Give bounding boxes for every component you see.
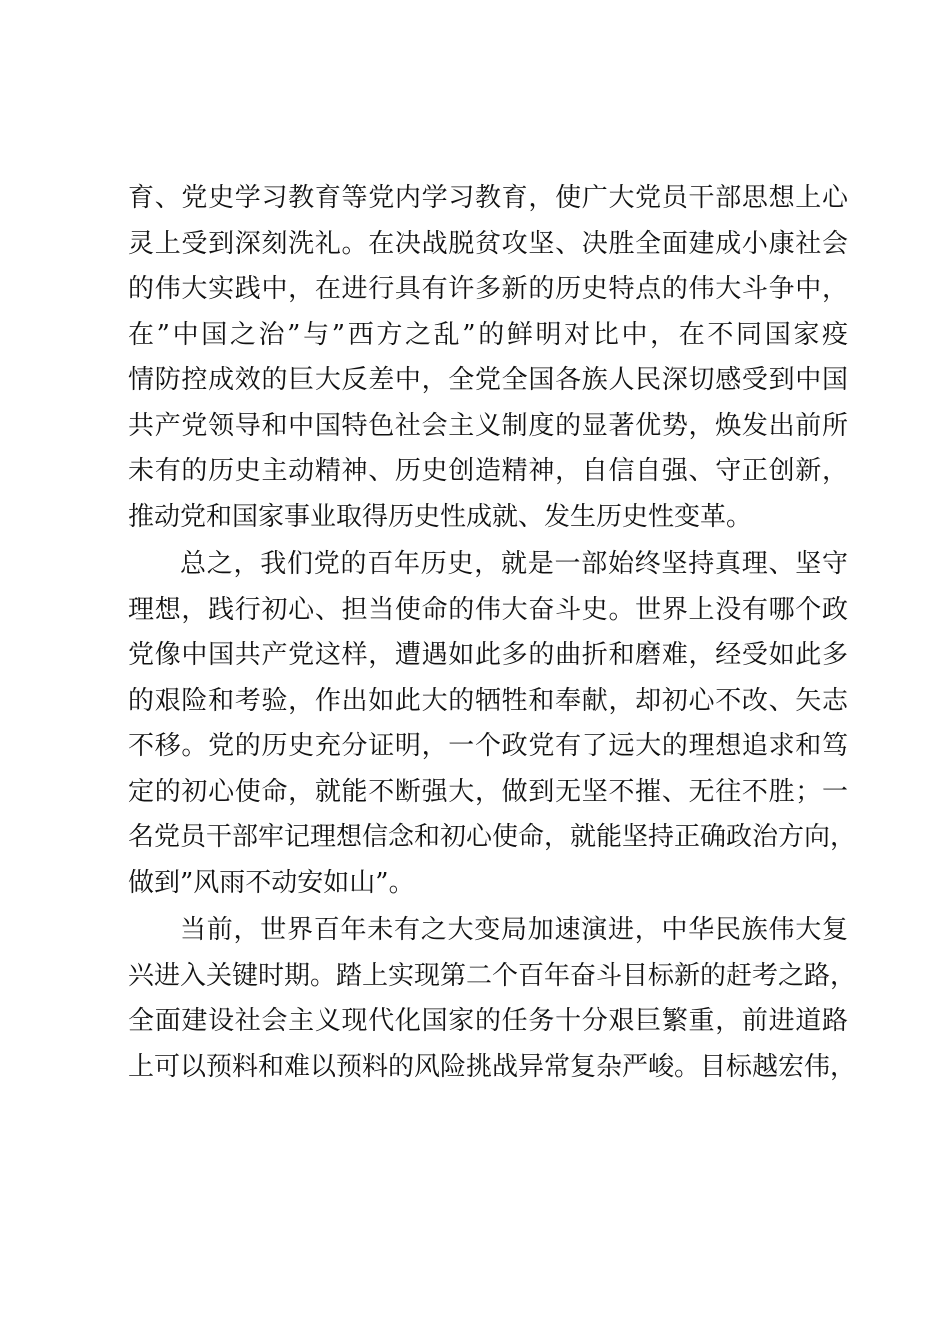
text-line: 的艰险和考验，作出如此大的牺牲和奉献，却初心不改、矢志 [128, 685, 848, 716]
paragraph-3 [128, 908, 857, 1090]
text-line: 情防控成效的巨大反差中，全党全国各族人民深切感受到中国 [128, 365, 848, 395]
text-line: 总之，我们党的百年历史，就是一部始终坚持真理、坚守 [180, 549, 848, 579]
text-line: 定的初心使命，就能不断强大，做到无坚不摧、无往不胜；一 [128, 776, 848, 807]
text-line: 共产党领导和中国特色社会主义制度的显著优势，焕发出前所 [128, 410, 848, 441]
text-line: 在”中国之治”与”西方之乱”的鲜明对比中，在不同国家疫 [128, 319, 848, 350]
text-line: 的伟大实践中，在进行具有许多新的历史特点的伟大斗争中， [128, 274, 848, 304]
text-line: 做到”风雨不动安如山”。 [128, 867, 415, 898]
text-line: 理想，践行初心、担当使命的伟大奋斗史。世界上没有哪个政 [128, 594, 848, 625]
body-text [128, 176, 857, 1090]
text-line: 不移。党的历史充分证明，一个政党有了远大的理想追求和笃 [128, 731, 848, 761]
text-line: 全面建设社会主义现代化国家的任务十分艰巨繁重，前进道路 [128, 1006, 848, 1036]
text-line: 名党员干部牢记理想信念和初心使命，就能坚持正确政治方向， [128, 822, 857, 852]
text-line: 兴进入关键时期。踏上实现第二个百年奋斗目标新的赶考之路， [128, 960, 857, 991]
text-line: 党像中国共产党这样，遭遇如此多的曲折和磨难，经受如此多 [128, 640, 848, 670]
text-line: 推动党和国家事业取得历史性成就、发生历史性变革。 [128, 501, 753, 532]
text-line: 灵上受到深刻洗礼。在决战脱贫攻坚、决胜全面建成小康社会 [128, 228, 848, 259]
text-line: 育、党史学习教育等党内学习教育，使广大党员干部思想上心 [128, 183, 848, 213]
text-line: 当前，世界百年未有之大变局加速演进，中华民族伟大复 [180, 915, 848, 945]
text-line: 上可以预料和难以预料的风险挑战异常复杂严峻。目标越宏伟， [128, 1051, 857, 1082]
text-line: 未有的历史主动精神、历史创造精神，自信自强、守正创新， [128, 456, 848, 486]
paragraph-1 [128, 176, 848, 540]
paragraph-2 [128, 542, 857, 906]
